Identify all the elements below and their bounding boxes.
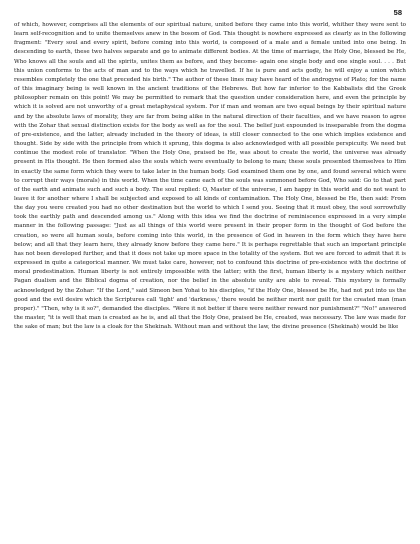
body-paragraph: of which, however, comprises all the elements of our spiritual nature, united before they came into this world, whither they were sent to learn self-recognition and to unite themselves anew in the bosom of God. This thought is nowhere expressed as clearly as in the following fragment: "Every soul and every spirit, before coming into this world, is composed of a male and a female united into one being. In descending to earth, these two halves separate and go to animate different bodies. At the time of marriage, the Holy One, blessed be He, Who knows all the souls and all the spirits, unites them as before, and they become- again one single body and one single soul. . . . But this union conforms to the acts of man and to the ways which he travelled. If he is pure and acts godly, he will enjoy a union which resembles completely the one that preceded his birth." The author of these lines may have heard of the androgyne of Plato; for the name of this imaginary being is well known in the ancient traditions of the Hebrews. But how far inferior to the Kabbalists did the Greek philosopher remain on this point! We may be permitted to remark that the question under consideration here, and even the principle by which it is solved are not unworthy of a great metaphysical system. For if man and woman are two equal beings by their spiritual nature and by the absolute laws of morality, they are far from being alike in the natural direction of their faculties, and we have reason to agree with the Zohar that sexual distinction exists for the body as well as for the soul. The belief just expounded is inseparable from the dogma of pre-existence, and the latter, already included in the theory of ideas, is still closer connected to the one which implies existence and thought. Side by side with the principle from which it sprung, this dogma is also acknowledged with all possible perspicuity. We need but continue the modest role of translator. "When the Holy One, praised be He, was about to create the world, the universe was already present in His thought. He then formed also the souls which were eventually to belong to man; these souls presented themselves to Him in exactly the same form which they were to take later in the human body. God examined them one by one, and found several which were to corrupt their ways (morals) in this world. When the time came each of the souls was summoned before God, Who said: Go to that part of the earth and animate such and such a body. The soul replied: O, Master of the universe, I am happy in this world and do not want to leave it for another where I shall be subjected and exposed to all kinds of contamination. The Holy One, blessed be He, then said: From the day you were created you had no other destination but the world to which I send you. Seeing that it must obey, the soul sorrowfully took the earthly path and descended among us." Along with this idea we find the doctrine of reminiscence expressed in a very simple manner in the following passage: "Just as all things of this world were present in their proper form in the thought of God before the creation, so were all human souls, before coming into this world, in the presence of God in heaven in the form which they have here below; and all that they learn here, they already know before they came here." It is perhaps regrettable that such an important principle has not been developed further, and that it does not take up more space in the totality of the system. But we are forced to admit that it is expressed in quite a categorical manner. We must take care, however, not to confound this doctrine of pre-existence with the doctrine of moral predestination. Human liberty is not entirely impossible with the latter; with the first, human liberty is a mystery which neither Pagan dualism and the Biblical dogma of creation, nor the belief in the absolute unity are able to reveal. This mystery is formally acknowledged by the Zohar: "If the Lord," said Simeon ben Yohai to his disciples, "if the Holy One, blessed be He, had not put into us the good and the evil desire which the Scriptures call 'light' and 'darkness,' there would be neither merit nor guilt for the created man (man proper)." "Then, why is it so?", demanded the disciples. "Were it not better if there were neither reward nor punishment?" "No!" answered the master, "it is well that man is created as he is, and all that the Holy One, praised be He, created, was necessary. The law was made for the sake of man; but the law is a cloak for the Shekinah. Without man and without the law, the divine presence (Shekinah) would be like bbox=[14, 22, 406, 331]
page-number: 58 bbox=[393, 8, 402, 17]
